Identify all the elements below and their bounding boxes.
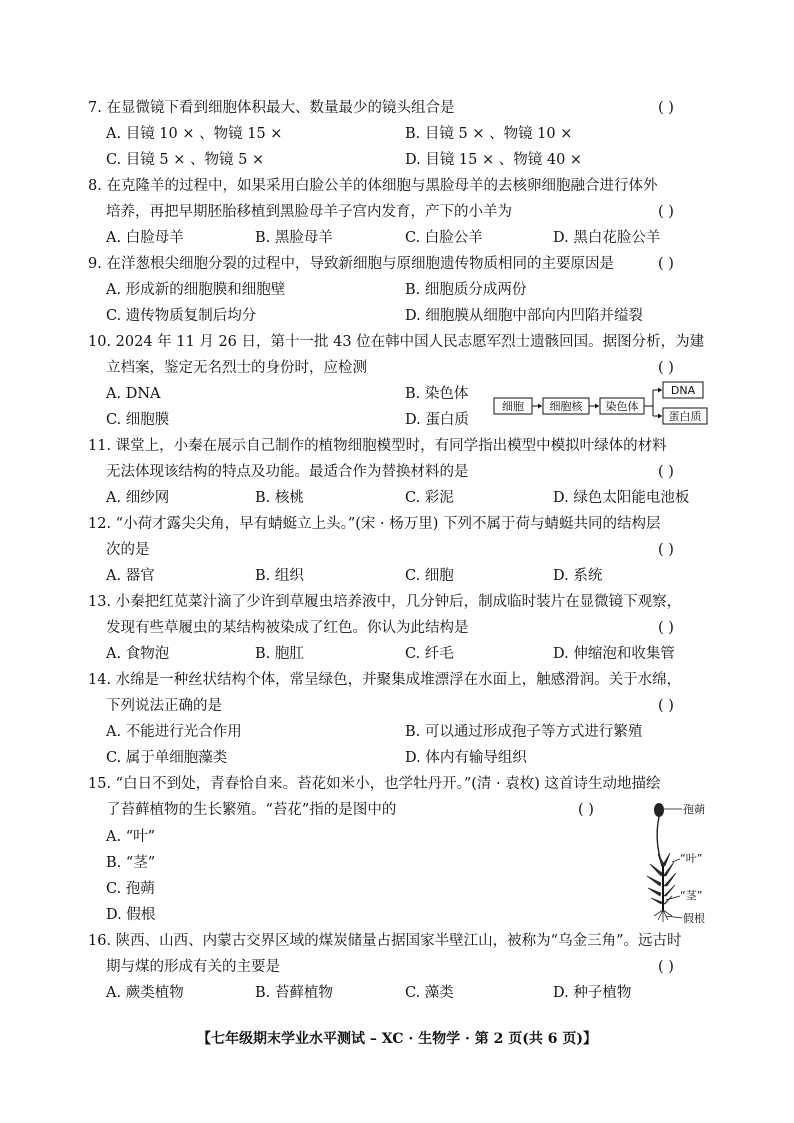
capsule-shape <box>654 803 664 817</box>
question-16-stem: 16. 陕西、山西、内蒙古交界区域的煤炭储量占据国家半壁江山，被称为“乌金三角”。远古时 <box>88 933 682 949</box>
answer-blank[interactable]: ( ) <box>658 959 674 975</box>
option-b: B. 黑脸母羊 <box>255 230 333 246</box>
option-d: D. 蛋白质 <box>405 412 469 428</box>
option-a: A. 目镜 10 × 、物镜 15 × <box>106 126 283 142</box>
option-c: C. 细胞 <box>405 568 454 584</box>
option-c: C. 藻类 <box>405 985 454 1001</box>
option-c: C. 孢蒴 <box>106 881 155 897</box>
option-d: D. 细胞膜从细胞中部向内凹陷并缢裂 <box>405 308 643 324</box>
question-13-stem-cont: 发现有些草履虫的某结构被染成了红色。你认为此结构是 <box>106 620 469 636</box>
answer-blank[interactable]: ( ) <box>658 204 674 220</box>
option-d: D. 系统 <box>553 568 603 584</box>
option-c: C. 目镜 5 × 、物镜 5 × <box>106 152 265 168</box>
option-c: C. 细胞膜 <box>106 412 170 428</box>
node-cell: 细胞 <box>502 400 524 413</box>
label-stem: “茎” <box>680 889 703 902</box>
answer-blank[interactable]: ( ) <box>658 360 674 376</box>
answer-blank[interactable]: ( ) <box>658 464 674 480</box>
option-a: A. 细纱网 <box>106 490 170 506</box>
option-b: B. 胞肛 <box>255 646 304 662</box>
question-10-stem-cont: 立档案，鉴定无名烈士的身份时，应检测 <box>106 360 367 376</box>
option-d: D. 黑白花脸公羊 <box>553 230 661 246</box>
option-d: D. 绿色太阳能电池板 <box>553 490 690 506</box>
question-11-stem: 11. 课堂上，小秦在展示自己制作的植物细胞模型时，有同学指出模型中模拟叶绿体的材料 <box>88 438 667 454</box>
cell-hierarchy-diagram <box>493 378 715 428</box>
question-11-stem-cont: 无法体现该结构的特点及功能。最适合作为替换材料的是 <box>106 464 469 480</box>
answer-blank[interactable]: ( ) <box>658 542 674 558</box>
option-a: A. 白脸母羊 <box>106 230 184 246</box>
question-7-stem: 7. 在显微镜下看到细胞体积最大、数量最少的镜头组合是 <box>88 100 455 116</box>
option-d: D. 伸缩泡和收集管 <box>553 646 675 662</box>
option-b: B. 核桃 <box>255 490 304 506</box>
option-b: B. “茎” <box>106 855 156 871</box>
answer-blank[interactable]: ( ) <box>658 100 674 116</box>
option-b: B. 细胞质分成两份 <box>405 282 527 298</box>
question-9-stem: 9. 在洋葱根尖细胞分裂的过程中，导致新细胞与原细胞遗传物质相同的主要原因是 <box>88 256 614 272</box>
option-b: B. 染色体 <box>405 386 469 402</box>
option-b: B. 苔藓植物 <box>255 985 333 1001</box>
answer-blank[interactable]: ( ) <box>658 698 674 714</box>
leafy-stem <box>647 853 676 904</box>
option-a: A. DNA <box>106 386 161 402</box>
moss-plant-diagram <box>636 796 722 930</box>
rhizoids <box>654 910 672 922</box>
option-a: A. 器官 <box>106 568 155 584</box>
page-footer: 【七年级期末学业水平测试 – XC · 生物学 · 第 2 页(共 6 页)】 <box>197 1031 597 1047</box>
option-c: C. 白脸公羊 <box>405 230 483 246</box>
question-8-stem-cont: 培养，再把早期胚胎移植到黑脸母羊子宫内发育，产下的小羊为 <box>106 204 512 220</box>
question-14-stem: 14. 水绵是一种丝状结构个体，常呈绿色，并聚集成堆漂浮在水面上，触感滑润。关于水绵， <box>88 672 682 688</box>
question-14-stem-cont: 下列说法正确的是 <box>106 698 222 714</box>
option-c: C. 纤毛 <box>405 646 454 662</box>
node-dna: DNA <box>670 384 696 397</box>
option-a: A. “叶” <box>106 829 156 845</box>
option-c: C. 遗传物质复制后均分 <box>106 308 257 324</box>
option-b: B. 目镜 5 × 、物镜 10 × <box>405 126 573 142</box>
question-15-stem: 15. “白日不到处，青春恰自来。苔花如米小，也学牡丹开。”(清 · 袁枚) 这首诗生动地描绘 <box>88 776 661 792</box>
question-8-stem: 8. 在克隆羊的过程中，如果采用白脸公羊的体细胞与黑脸母羊的去核卵细胞融合进行体外 <box>88 178 658 194</box>
answer-blank[interactable]: ( ) <box>658 620 674 636</box>
question-12-stem: 12. “小荷才露尖尖角，早有蜻蜓立上头。”(宋 · 杨万里) 下列不属于荷与蜻蜓共同的结构层 <box>88 516 661 532</box>
option-a: A. 食物泡 <box>106 646 170 662</box>
option-c: C. 彩泥 <box>405 490 454 506</box>
option-a: A. 蕨类植物 <box>106 985 184 1001</box>
question-15-stem-cont: 了苔藓植物的生长繁殖。“苔花”指的是图中的 <box>106 802 397 818</box>
node-chromosome: 染色体 <box>605 400 639 413</box>
option-b: B. 可以通过形成孢子等方式进行繁殖 <box>405 724 643 740</box>
option-d: D. 体内有输导组织 <box>405 750 527 766</box>
question-10-stem: 10. 2024 年 11 月 26 日，第十一批 43 位在韩中国人民志愿军烈士遗骸回国。据图分析，为建 <box>88 334 705 350</box>
answer-blank[interactable]: ( ) <box>658 256 674 272</box>
option-c: C. 属于单细胞藻类 <box>106 750 228 766</box>
option-d: D. 种子植物 <box>553 985 632 1001</box>
label-leaf: “叶” <box>680 852 703 865</box>
label-rhizoid: 假根 <box>683 912 705 925</box>
option-d: D. 目镜 15 × 、物镜 40 × <box>405 152 583 168</box>
option-a: A. 不能进行光合作用 <box>106 724 242 740</box>
option-a: A. 形成新的细胞膜和细胞壁 <box>106 282 286 298</box>
question-16-stem-cont: 期与煤的形成有关的主要是 <box>106 959 280 975</box>
option-d: D. 假根 <box>106 907 156 923</box>
question-12-stem-cont: 次的是 <box>106 542 150 558</box>
node-protein: 蛋白质 <box>668 410 702 423</box>
node-nucleus: 细胞核 <box>549 400 583 413</box>
answer-blank[interactable]: ( ) <box>578 802 594 818</box>
option-b: B. 组织 <box>255 568 304 584</box>
label-capsule: 孢蒴 <box>683 803 705 816</box>
question-13-stem: 13. 小秦把红苋菜汁滴了少许到草履虫培养液中，几分钟后，制成临时装片在显微镜下观察， <box>88 594 682 610</box>
